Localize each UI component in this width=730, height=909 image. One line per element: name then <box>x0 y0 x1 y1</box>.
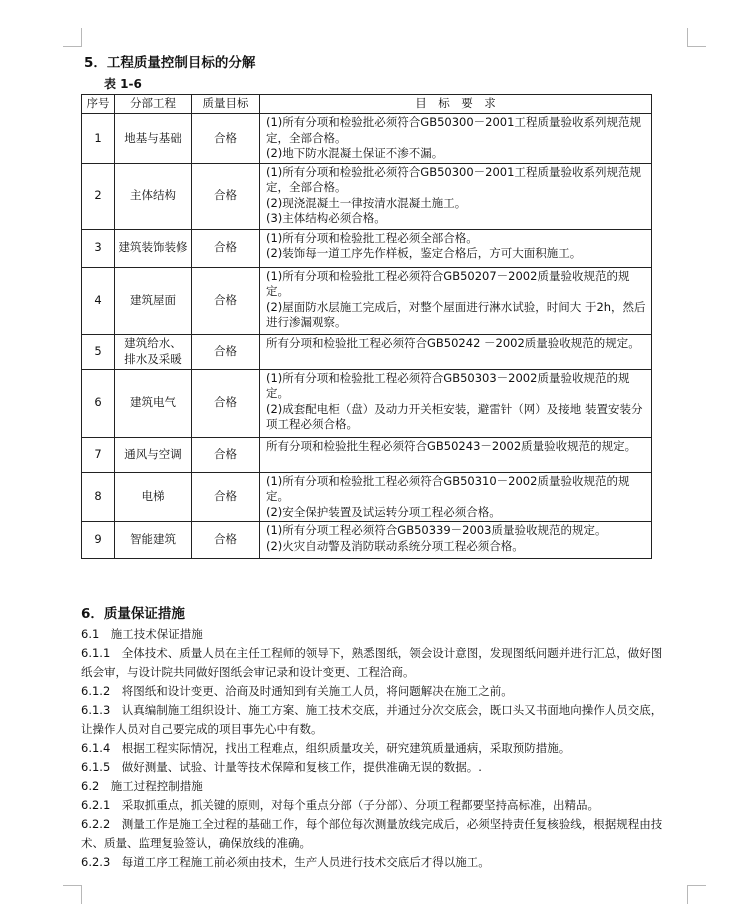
goal-line: (2)现浇混凝土一律按清水混凝土施工。 <box>266 195 467 210</box>
part-name: 建筑电气 <box>115 369 192 437</box>
part-name: 通风与空调 <box>115 437 192 472</box>
goal-line: 所有分项和检验批生程必须符合GB50243－2002质量验收规范的规定。 <box>266 438 637 453</box>
goal-requirements <box>260 229 652 267</box>
paragraph: 6.2.3 每道工序工程施工前必须由技术，生产人员进行技术交底后才得以施工。 <box>81 855 490 869</box>
row-number: 5 <box>82 334 115 369</box>
part-name: 智能建筑 <box>115 522 192 559</box>
quality-target: 合格 <box>192 522 260 559</box>
goal-line: (1)所有分项工程必须符合GB50339－2003质量验收规范的规定。 <box>266 523 607 537</box>
goal-requirements <box>260 163 652 229</box>
row-number: 3 <box>82 229 115 267</box>
goal-line: (2)成套配电柜（盘）及动力开关柜安装，避雷针（网）及接地 装置安装分项工程必须合格。 <box>266 401 643 431</box>
paragraph: 6.1.5 做好测量、试验、计量等技术保障和复核工作，提供准确无误的数据。. <box>81 760 482 774</box>
paragraph: 6.1 施工技术保证措施 <box>81 627 203 641</box>
row-number: 6 <box>82 369 115 437</box>
goal-requirements <box>260 437 652 472</box>
quality-target: 合格 <box>192 163 260 229</box>
goal-requirements <box>260 472 652 522</box>
table-row <box>82 267 652 334</box>
goal-line: (2)火灾自动警及消防联动系统分项工程必须合格。 <box>266 538 524 553</box>
goal-line: 所有分项和检验批工程必须符合GB50242 －2002质量验收规范的规定。 <box>266 335 640 350</box>
goal-line: (1)所有分项和检验批必须符合GB50300－2001工程质量验收系列规范规定，全部合格。 <box>266 164 641 194</box>
paragraph: 6.1.4 根据工程实际情况，找出工程难点，组织质量攻关，研究建筑质量通病，采取预防措施。 <box>81 741 571 755</box>
quality-target: 合格 <box>192 229 260 267</box>
goal-line: (2)地下防水混凝土保证不渗不漏。 <box>266 146 444 160</box>
header-no: 序号 <box>82 95 115 114</box>
table-row <box>82 114 652 164</box>
table-row <box>82 369 652 437</box>
quality-target: 合格 <box>192 334 260 369</box>
goal-line: (1)所有分项和检验批工程必须符合GB50207－2002质量验收规范的规定。 <box>266 268 630 298</box>
goal-requirements <box>260 267 652 334</box>
table-caption: 表 1-6 <box>104 77 142 91</box>
part-name: 建筑给水、排水及采暖 <box>115 334 192 369</box>
goal-requirements <box>260 334 652 369</box>
table-row <box>82 163 652 229</box>
goal-line: (2)屋面防水层施工完成后，对整个屋面进行淋水试验，时间大 于2h，然后进行渗漏观察。 <box>266 299 646 329</box>
part-name: 建筑屋面 <box>115 267 192 334</box>
table-header-row <box>82 95 652 114</box>
crop-mark-bottom-right <box>687 885 706 904</box>
goal-line: (2)装饰每一道工序先作样板，鉴定合格后，方可大面积施工。 <box>266 246 582 260</box>
header-part: 分部工程 <box>115 95 192 114</box>
quality-target: 合格 <box>192 267 260 334</box>
goal-line: (1)所有分项和检验批工程必须符合GB50310－2002质量验收规范的规定。 <box>266 473 630 503</box>
section-6-heading: 6．质量保证措施 <box>81 606 185 622</box>
goal-line: (1)所有分项和检验批工程必须符合GB50303－2002质量验收规范的规定。 <box>266 370 630 400</box>
quality-target-table <box>81 94 652 559</box>
section-6 <box>81 605 671 872</box>
goal-requirements <box>260 114 652 164</box>
goal-line: (1)所有分项和检验批必须符合GB50300－2001工程质量验收系列规范规定，全部合格。 <box>266 115 641 145</box>
goal-line: (1)所有分项和检验批工程必须全部合格。 <box>266 230 478 245</box>
paragraph: 6.2.1 采取抓重点，抓关键的原则，对每个重点分部（子分部）、分项工程都要坚持高标准，出精品。 <box>81 798 600 812</box>
quality-target: 合格 <box>192 369 260 437</box>
quality-target: 合格 <box>192 437 260 472</box>
crop-mark-top-right <box>687 28 706 47</box>
quality-target: 合格 <box>192 472 260 522</box>
part-name: 建筑装饰装修 <box>115 229 192 267</box>
crop-mark-top-left <box>63 28 82 47</box>
section-5-heading: 5．工程质量控制目标的分解 <box>84 55 256 71</box>
goal-line: (3)主体结构必须合格。 <box>266 211 386 225</box>
table-row <box>82 229 652 267</box>
goal-line: (2)安全保护装置及试运转分项工程必须合格。 <box>266 504 501 519</box>
paragraph: 6.1.2 将图纸和设计变更、洽商及时通知到有关施工人员，将问题解决在施工之前。 <box>81 684 513 698</box>
paragraph: 6.1.3 认真编制施工组织设计、施工方案、施工技术交底，并通过分次交底会，既口头又书面地向操作人员交底，让操作人员对自己要完成的项目事先心中有数。 <box>81 703 663 736</box>
part-name: 电梯 <box>115 472 192 522</box>
header-goals: 目 标 要 求 <box>260 95 652 114</box>
table-row <box>82 522 652 559</box>
crop-mark-bottom-left <box>63 885 82 904</box>
row-number: 9 <box>82 522 115 559</box>
paragraph: 6.1.1 全体技术、质量人员在主任工程师的领导下，熟悉图纸，领会设计意图，发现图纸问题并进行汇总，做好图纸会审，与设计院共同做好图纸会审记录和设计变更、工程洽商。 <box>81 646 663 679</box>
quality-target: 合格 <box>192 114 260 164</box>
row-number: 8 <box>82 472 115 522</box>
row-number: 7 <box>82 437 115 472</box>
row-number: 1 <box>82 114 115 164</box>
paragraph: 6.2.2 测量工作是施工全过程的基础工作，每个部位每次测量放线完成后，必须坚持责任复核验线，根据规程由技术、质量、监理复验签认，确保放线的准确。 <box>81 817 663 850</box>
paragraph: 6.2 施工过程控制措施 <box>81 779 203 793</box>
header-target: 质量目标 <box>192 95 260 114</box>
row-number: 2 <box>82 163 115 229</box>
goal-requirements <box>260 369 652 437</box>
part-name: 主体结构 <box>115 163 192 229</box>
part-name: 地基与基础 <box>115 114 192 164</box>
table-row <box>82 437 652 472</box>
goal-requirements <box>260 522 652 559</box>
table-row <box>82 334 652 369</box>
table-row <box>82 472 652 522</box>
row-number: 4 <box>82 267 115 334</box>
